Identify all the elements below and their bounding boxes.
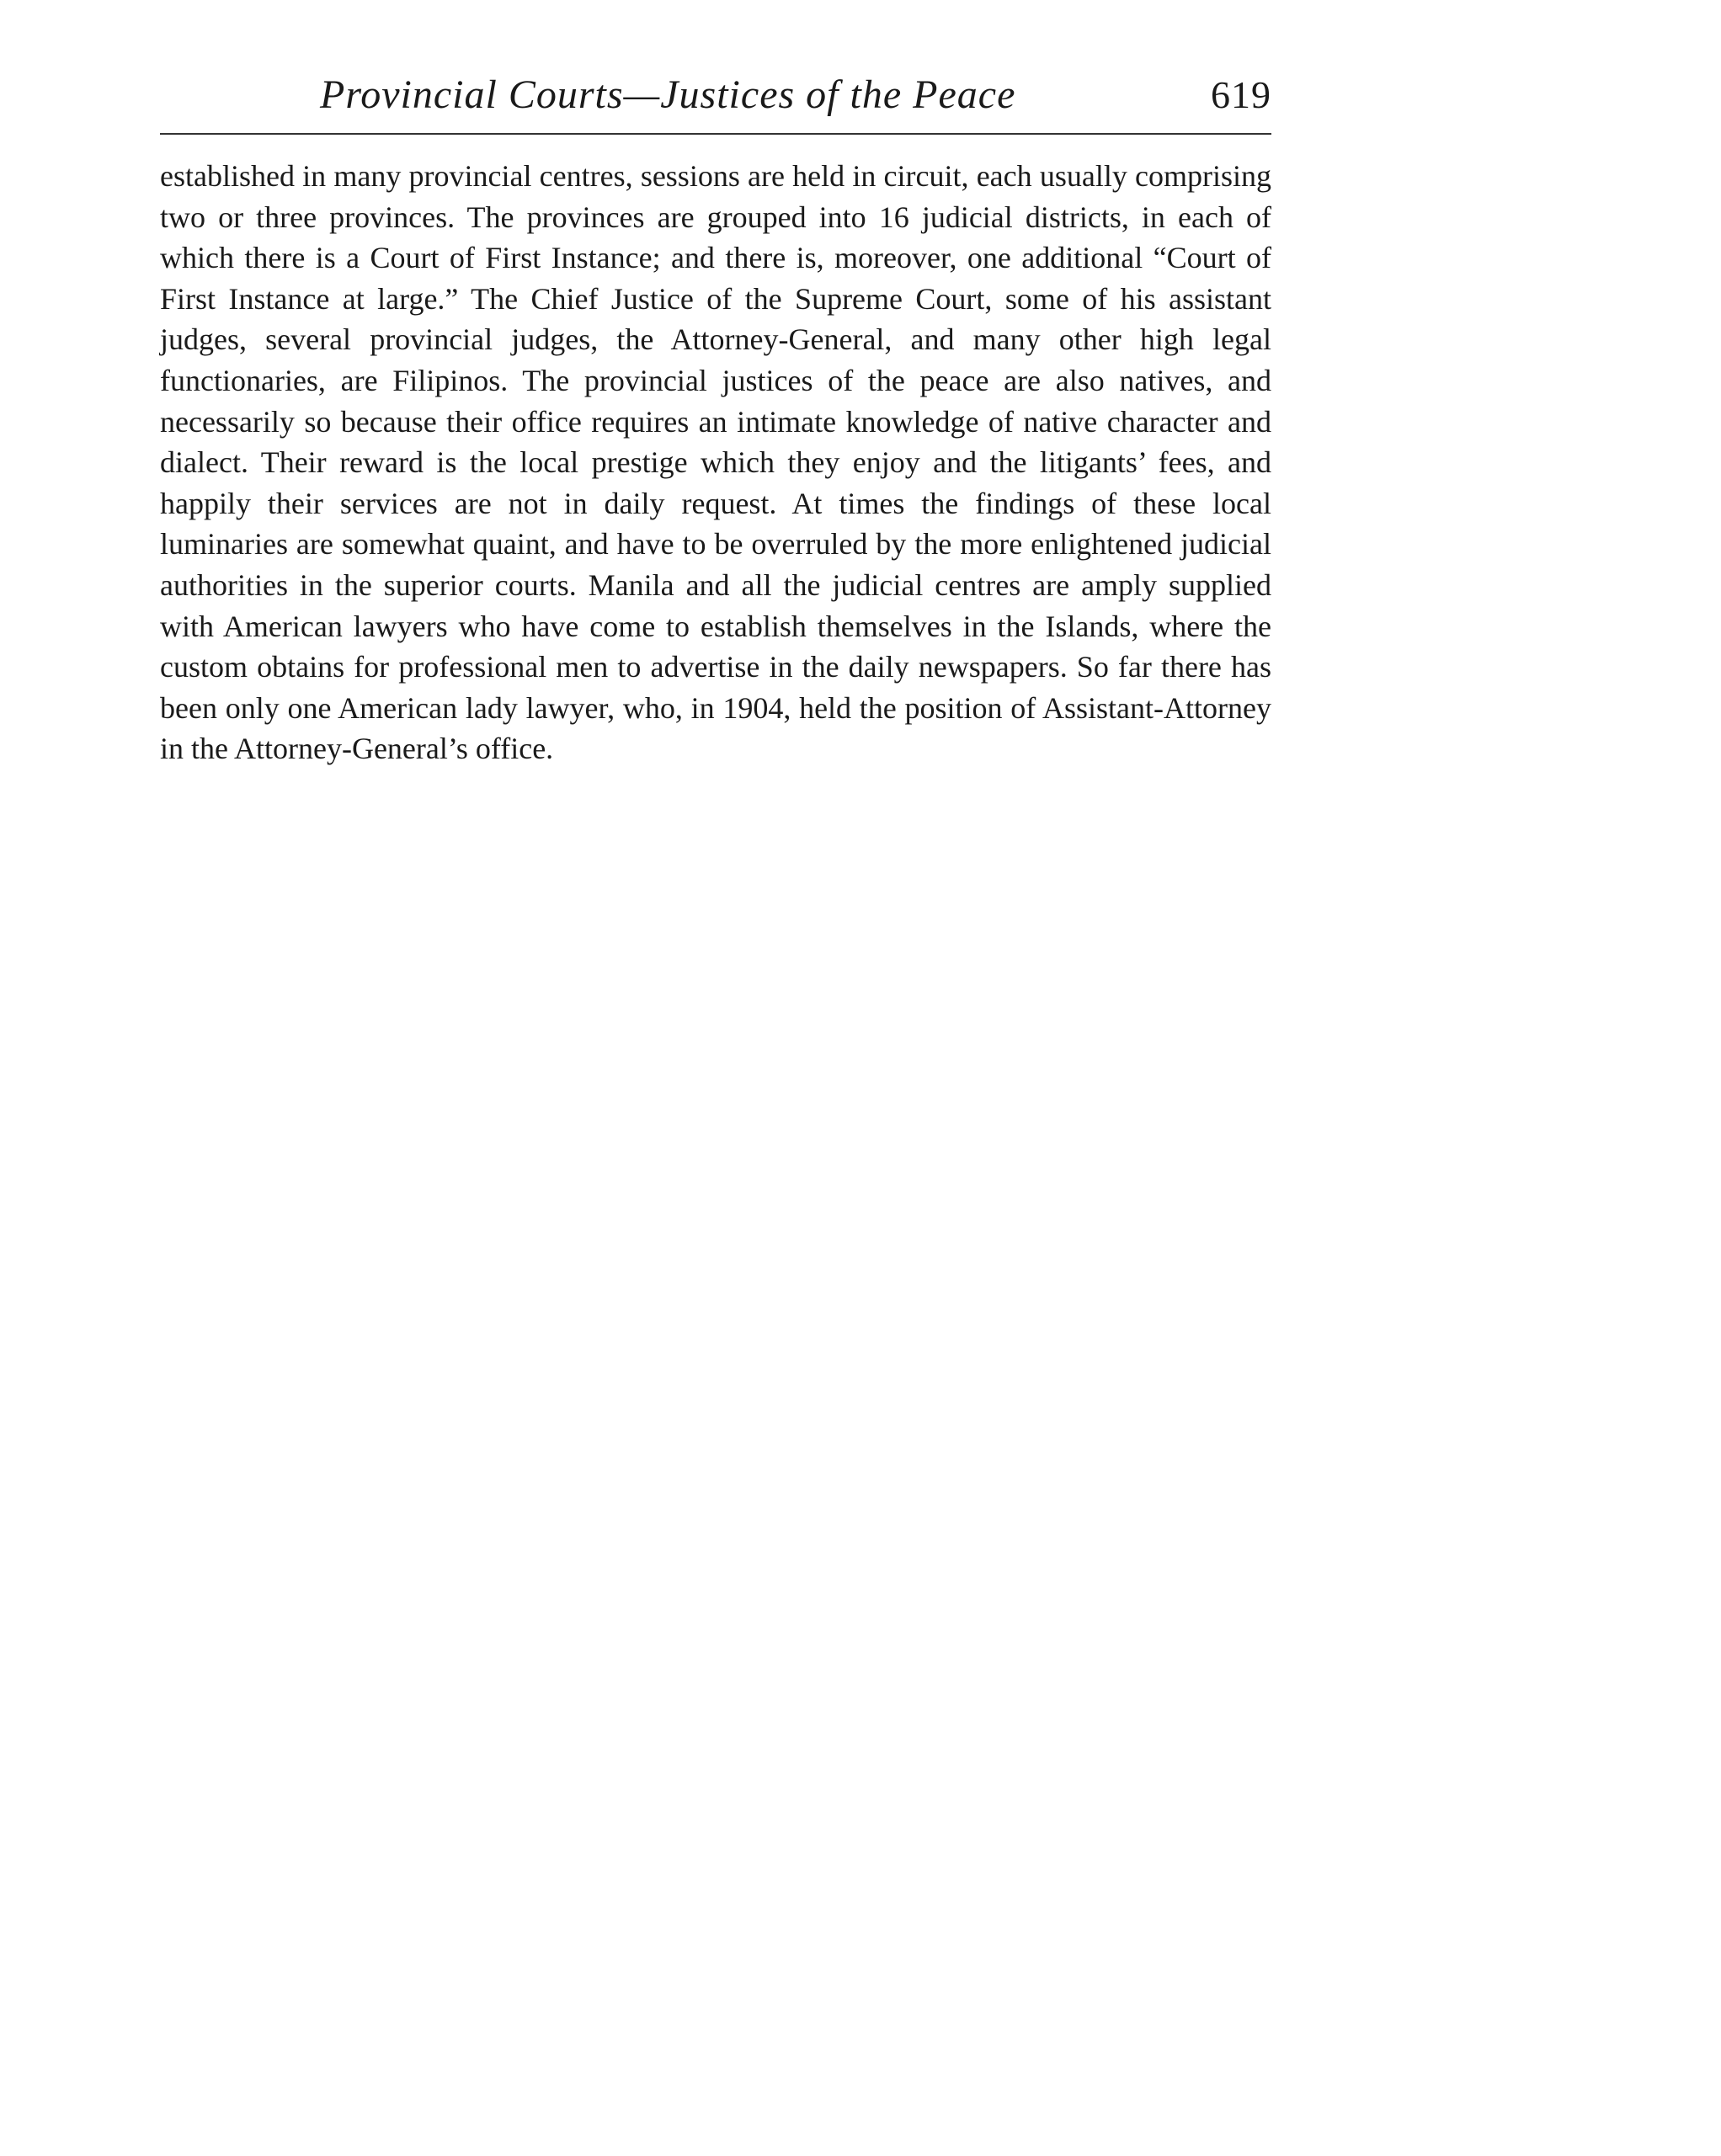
page-number: 619: [1211, 73, 1271, 116]
running-head: [160, 66, 1271, 125]
header-rule: [160, 133, 1271, 135]
running-title: Provincial Courts—Justices of the Peace: [320, 72, 1016, 117]
body-paragraph: established in many provincial centres, sessions are held in circuit, each usually comprising two or three provinces. The provinces are grouped into 16 judicial districts, in each of which there is a Court of First Instance; and there is, moreover, one additional “Court of First Instance at large.” The Chief Justice of the Supreme Court, some of his assistant judges, several provincial judges, the Attorney-General, and many other high legal functionaries, are Filipinos. The provincial justices of the peace are also natives, and necessarily so because their office requires an intimate knowledge of native character and dialect. Their reward is the local prestige which they enjoy and the litigants’ fees, and happily their services are not in daily request. At times the findings of these local luminaries are somewhat quaint, and have to be overruled by the more enlightened judicial authorities in the superior courts. Manila and all the judicial centres are amply supplied with American lawyers who have come to establish themselves in the Islands, where the custom obtains for professional men to advertise in the daily newspapers. So far there has been only one American lady lawyer, who, in 1904, held the position of Assistant-Attorney in the Attorney-General’s office.: [160, 159, 1271, 766]
body-text: [160, 156, 1271, 769]
